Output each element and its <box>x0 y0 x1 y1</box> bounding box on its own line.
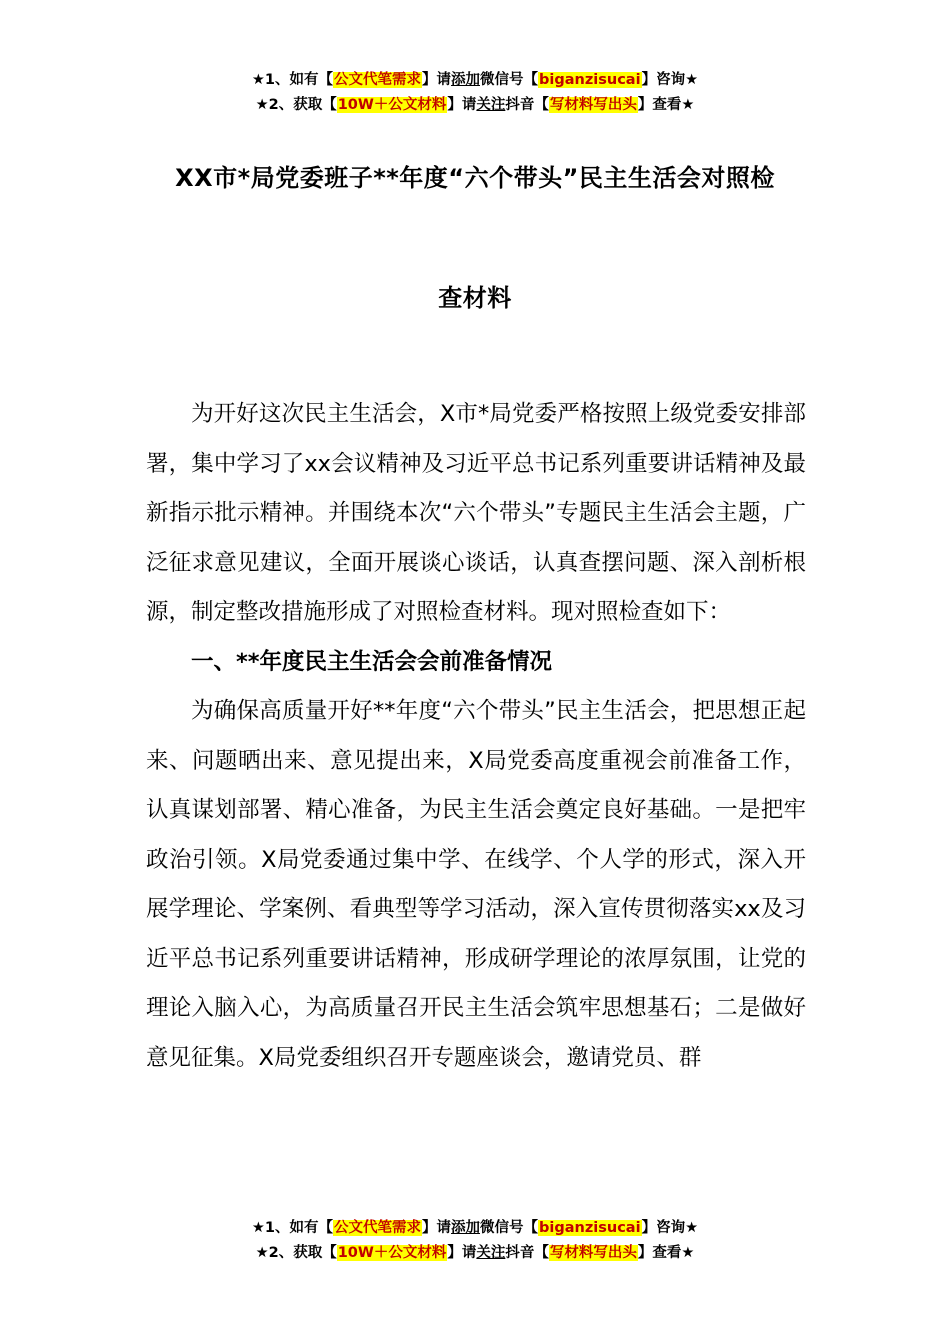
paragraph-intro: 为开好这次民主生活会，X市*局党委严格按照上级党委安排部署，集中学习了xx会议精神及习近平总书记系列重要讲话精神及最新指示批示精神。并围绕本次“六个带头”专题民主生活会主题，广泛征求意见建议，全面开展谈心谈话，认真查摆问题、深入剖析根源，制定整改措施形成了对照检查材料。现对照检查如下： <box>146 401 806 625</box>
promo-line-1: ★1、如有【公文代笔需求】请添加微信号【biganzisucai】咨询★ <box>251 1220 699 1236</box>
highlight-service: 公文代笔需求 <box>334 1220 422 1236</box>
section-heading-1: 一、**年度民主生活会会前准备情况 <box>191 648 553 675</box>
promo-footer <box>0 1216 950 1266</box>
document-title-line-1: XX市*局党委班子**年度“六个带头”民主生活会对照检 <box>175 164 775 192</box>
highlight-wechat-id: biganzisucai <box>539 1220 641 1236</box>
highlight-douyin: 写材料写出头 <box>549 1245 637 1261</box>
promo-line-1: ★1、如有【公文代笔需求】请添加微信号【biganzisucai】咨询★ <box>251 72 699 88</box>
paragraph-preparation: 为确保高质量开好**年度“六个带头”民主生活会，把思想正起来、问题晒出来、意见提出来，X局党委高度重视会前准备工作，认真谋划部署、精心准备，为民主生活会奠定良好基础。一是把牢政治引领。X局党委通过集中学、在线学、个人学的形式，深入开展学理论、学案例、看典型等学习活动，深入宣传贯彻落实xx及习近平总书记系列重要讲话精神，形成研学理论的浓厚氛围，让党的理论入脑入心，为高质量召开民主生活会筑牢思想基石；二是做好意见征集。X局党委组织召开专题座谈会，邀请党员、群 <box>146 698 806 1071</box>
highlight-douyin: 写材料写出头 <box>549 97 637 113</box>
promo-line-2: ★2、获取【10W＋公文材料】请关注抖音【写材料写出头】查看★ <box>255 97 695 113</box>
highlight-materials: 10W＋公文材料 <box>337 1245 447 1261</box>
document-body <box>146 390 806 1083</box>
promo-header <box>0 68 950 118</box>
highlight-materials: 10W＋公文材料 <box>337 97 447 113</box>
document-title-line-2: 查材料 <box>438 284 512 312</box>
highlight-service: 公文代笔需求 <box>334 72 422 88</box>
promo-line-2: ★2、获取【10W＋公文材料】请关注抖音【写材料写出头】查看★ <box>255 1245 695 1261</box>
highlight-wechat-id: biganzisucai <box>539 72 641 88</box>
